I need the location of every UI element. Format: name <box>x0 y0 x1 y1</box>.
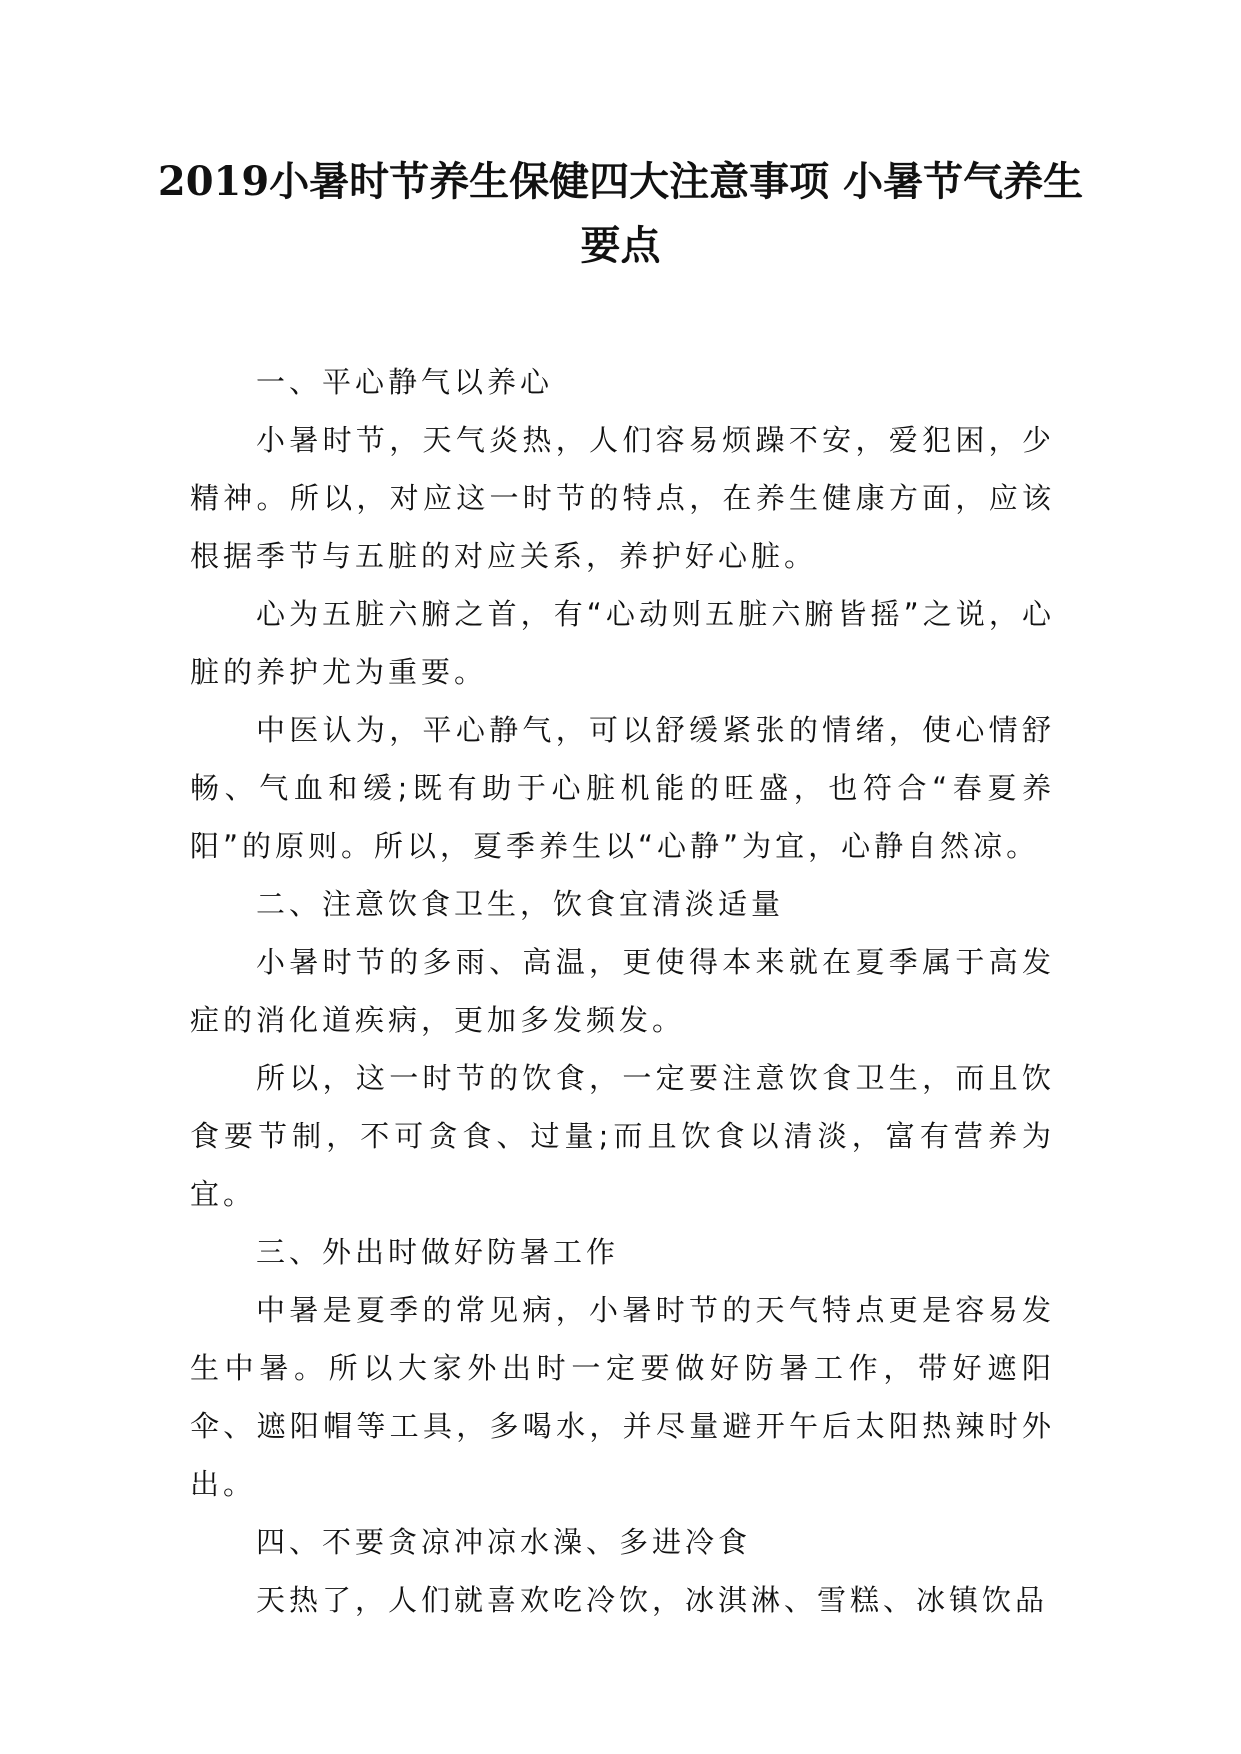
paragraph: 小暑时节的多雨、高温，更使得本来就在夏季属于高发症的消化道疾病，更加多发频发。 <box>190 945 1055 1037</box>
document-title: 2019小暑时节养生保健四大注意事项 小暑节气养生要点 <box>157 158 1084 269</box>
paragraph: 小暑时节，天气炎热，人们容易烦躁不安，爱犯困，少精神。所以，对应这一时节的特点，在养生健康方面，应该根据季节与五脏的对应关系，养护好心脏。 <box>190 423 1055 573</box>
paragraph: 心为五脏六腑之首，有“心动则五脏六腑皆摇”之说，心脏的养护尤为重要。 <box>190 597 1055 689</box>
section-heading-2: 二、注意饮食卫生，饮食宜清淡适量 <box>256 887 785 921</box>
paragraph: 中医认为，平心静气，可以舒缓紧张的情绪，使心情舒畅、气血和缓;既有助于心脏机能的旺盛，也符合“春夏养阳”的原则。所以，夏季养生以“心静”为宜，心静自然凉。 <box>190 713 1055 863</box>
section-heading-4: 四、不要贪凉冲凉水澡、多进冷食 <box>256 1525 752 1559</box>
section-heading-1: 一、平心静气以养心 <box>256 365 554 399</box>
paragraph: 天热了，人们就喜欢吃冷饮，冰淇淋、雪糕、冰镇饮品 <box>256 1583 1049 1617</box>
document-body <box>190 353 1055 1629</box>
paragraph: 中暑是夏季的常见病，小暑时节的天气特点更是容易发生中暑。所以大家外出时一定要做好防暑工作，带好遮阳伞、遮阳帽等工具，多喝水，并尽量避开午后太阳热辣时外出。 <box>190 1293 1055 1501</box>
paragraph: 所以，这一时节的饮食，一定要注意饮食卫生，而且饮食要节制，不可贪食、过量;而且饮食以清淡，富有营养为宜。 <box>190 1061 1055 1211</box>
section-heading-3: 三、外出时做好防暑工作 <box>256 1235 620 1269</box>
